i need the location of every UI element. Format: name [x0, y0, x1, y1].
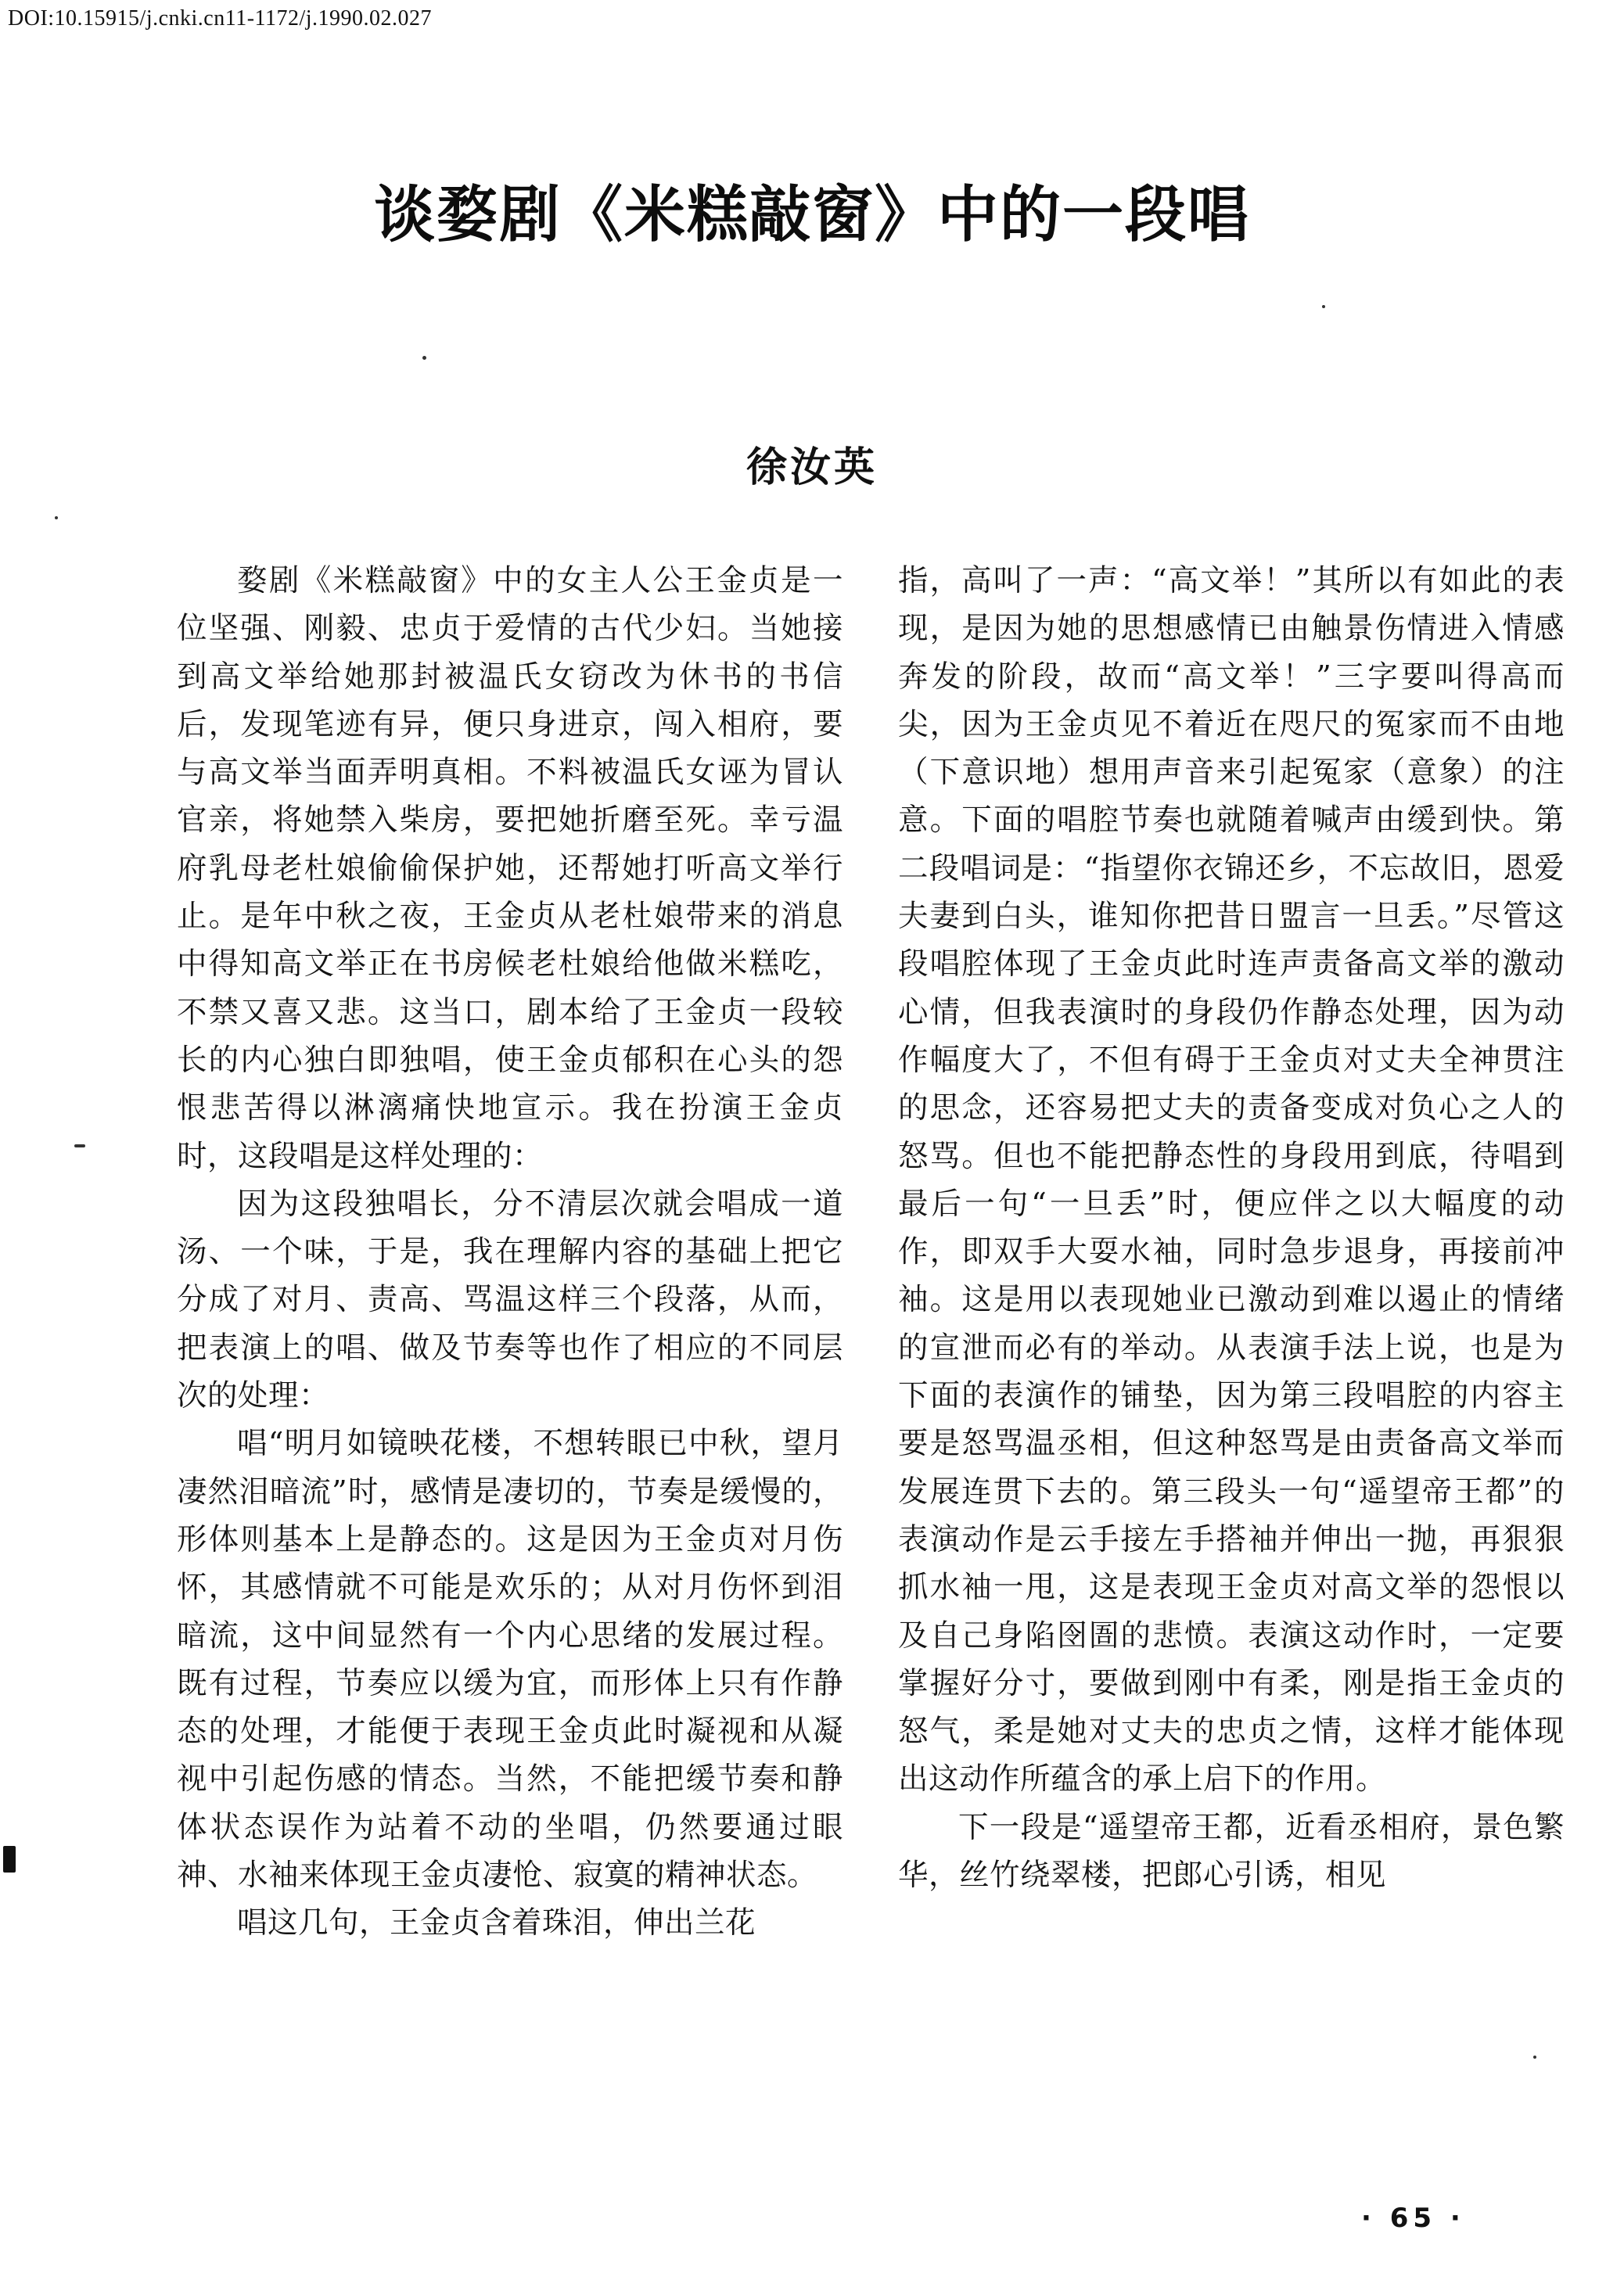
author-name: 徐汝英	[746, 444, 878, 491]
paragraph: 唱这几句，王金贞含着珠泪，伸出兰花	[237, 1905, 756, 1941]
left-column	[177, 557, 843, 2137]
paragraph: 因为这段独唱长，分不清层次就会唱成一道汤、一个味，于是，我在理解内容的基础上把它分成了对月、责高、骂温这样三个段落，从而，把表演上的唱、做及节奏等也作了相应的不同层次的处理：	[177, 1186, 843, 1414]
right-column	[898, 557, 1565, 2137]
scan-speck	[3, 1846, 16, 1873]
scan-speck	[74, 1144, 85, 1147]
scan-speck	[1533, 2056, 1536, 2059]
paragraph: 唱“明月如镜映花楼，不想转眼已中秋，望月凄然泪暗流”时，感情是凄切的，节奏是缓慢的，形体则基本上是静态的。这是因为王金贞对月伤怀，其感情就不可能是欢乐的；从对月伤怀到泪暗流，这中间显然有一个内心思绪的发展过程。既有过程，节奏应以缓为宜，而形体上只有作静态的处理，才能便于表现王金贞此时凝视和从凝视中引起伤感的情态。当然，不能把缓节奏和静体状态误作为站着不动的坐唱，仍然要通过眼神、水袖来体现王金贞凄怆、寂寞的精神状态。	[177, 1426, 843, 1894]
paragraph: 婺剧《米糕敲窗》中的女主人公王金贞是一位坚强、刚毅、忠贞于爱情的古代少妇。当她接到高文举给她那封被温氏女窃改为休书的书信后，发现笔迹有异，便只身进京，闯入相府，要与高文举当面弄明真相。不料被温氏女诬为冒认官亲，将她禁入柴房，要把她折磨至死。幸亏温府乳母老杜娘偷偷保护她，还帮她打听高文举行止。是年中秋之夜，王金贞从老杜娘带来的消息中得知高文举正在书房候老杜娘给他做米糕吃，不禁又喜又悲。这当口，剧本给了王金贞一段较长的内心独白即独唱，使王金贞郁积在心头的怨恨悲苦得以淋漓痛快地宣示。我在扮演王金贞时，这段唱是这样处理的：	[177, 563, 843, 1174]
paragraph: 下一段是“遥望帝王都，近看丞相府，景色繁华，丝竹绕翠楼，把郎心引诱，相见	[898, 1809, 1565, 1894]
doi-line: DOI:10.15915/j.cnki.cn11-1172/j.1990.02.027	[8, 6, 433, 31]
page-number: · 65 ·	[1361, 2203, 1465, 2234]
scan-speck	[1322, 305, 1325, 308]
scan-speck	[55, 516, 58, 519]
scan-speck	[422, 356, 426, 360]
article-title: 谈婺剧《米糕敲窗》中的一段唱	[373, 180, 1250, 250]
paragraph: 指，高叫了一声：“高文举！”其所以有如此的表现，是因为她的思想感情已由触景伤情进入情感奔发的阶段，故而“高文举！”三字要叫得高而尖，因为王金贞见不着近在咫尺的冤家而不由地（下意识地）想用声音来引起冤家（意象）的注意。下面的唱腔节奏也就随着喊声由缓到快。第二段唱词是：“指望你衣锦还乡，不忘故旧，恩爱夫妻到白头，谁知你把昔日盟言一旦丢。”尽管这段唱腔体现了王金贞此时连声责备高文举的激动心情，但我表演时的身段仍作静态处理，因为动作幅度大了，不但有碍于王金贞对丈夫全神贯注的思念，还容易把丈夫的责备变成对负心之人的怒骂。但也不能把静态性的身段用到底，待唱到最后一句“一旦丢”时，便应伴之以大幅度的动作，即双手大耍水袖，同时急步退身，再接前冲袖。这是用以表现她业已激动到难以遏止的情绪的宣泄而必有的举动。从表演手法上说，也是为下面的表演作的铺垫，因为第三段唱腔的内容主要是怒骂温丞相，但这种怒骂是由责备高文举而发展连贯下去的。第三段头一句“遥望帝王都”的表演动作是云手接左手搭袖并伸出一抛，再狠狠抓水袖一甩，这是表现王金贞对高文举的怨恨以及自己身陷囹圄的悲愤。表演这动作时，一定要掌握好分寸，要做到刚中有柔，刚是指王金贞的怒气，柔是她对丈夫的忠贞之情，这样才能体现出这动作所蕴含的承上启下的作用。	[898, 563, 1565, 1797]
